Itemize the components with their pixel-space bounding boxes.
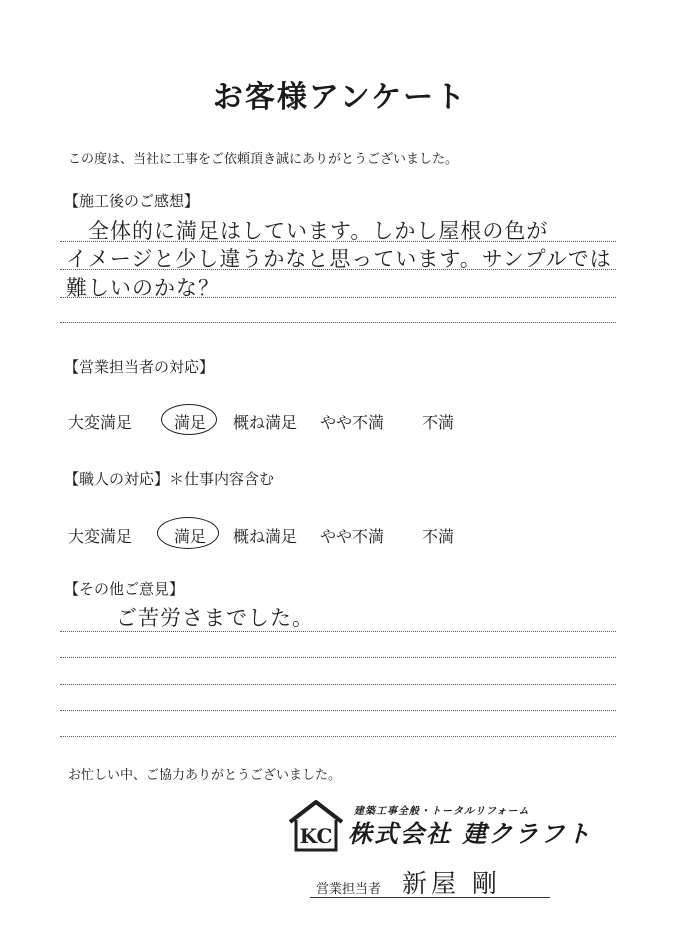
sales-rating-options [0,410,680,434]
intro-text: この度は、当社に工事をご依頼頂き誠にありがとうございました。 [68,152,459,167]
company-name: 株式会社 建クラフト [348,820,593,848]
ruled-line [60,736,616,737]
ruled-line [60,710,616,711]
section-heading-sales: 【営業担当者の対応】 [64,358,215,376]
option-mostly-satisfied[interactable]: 概ね満足 [233,413,298,432]
section-heading-impression: 【施工後のご感想】 [64,192,200,210]
ruled-line [60,631,616,632]
ruled-line [60,657,616,658]
logo-letters: KC [299,824,333,848]
option-dissatisfied[interactable]: 不満 [422,413,455,432]
staff-signature: 新屋 剛 [402,869,501,898]
option-mostly-satisfied[interactable]: 概ね満足 [233,527,298,546]
ruled-line [60,241,616,242]
selection-circle [157,517,219,549]
craftsman-rating-options [0,524,680,548]
option-dissatisfied[interactable]: 不満 [422,527,455,546]
other-comment-line-1: ご苦労さまでした。 [116,606,314,630]
impression-line-3: 難しいのかな？ [66,276,220,300]
company-tagline: 建築工事全般・トータルリフォーム [354,806,530,817]
company-logo [286,798,606,854]
house-logo-icon [286,798,346,854]
section-heading-craftsman: 【職人の対応】＊仕事内容含む [64,470,275,488]
section-heading-other: 【その他ご意見】 [64,580,185,598]
option-very-satisfied[interactable]: 大変満足 [68,527,133,546]
ruled-line [60,322,616,323]
option-somewhat-dissatisfied[interactable]: やや不満 [320,413,385,432]
staff-label: 営業担当者 [316,882,382,897]
selection-circle [161,404,217,435]
closing-text: お忙しい中、ご協力ありがとうございました。 [68,768,342,783]
option-satisfied[interactable]: 満足 [174,527,207,546]
impression-line-2: イメージと少し違うかなと思っています。サンプルでは [66,247,612,271]
signature-line [310,897,550,898]
ruled-line [60,269,616,270]
ruled-line [60,684,616,685]
ruled-line [60,297,616,298]
option-very-satisfied[interactable]: 大変満足 [68,413,133,432]
option-somewhat-dissatisfied[interactable]: やや不満 [320,527,385,546]
page-title: お客様アンケート [212,80,468,115]
impression-line-1: 全体的に満足はしています。しかし屋根の色が [88,219,549,243]
option-satisfied[interactable]: 満足 [174,413,207,432]
